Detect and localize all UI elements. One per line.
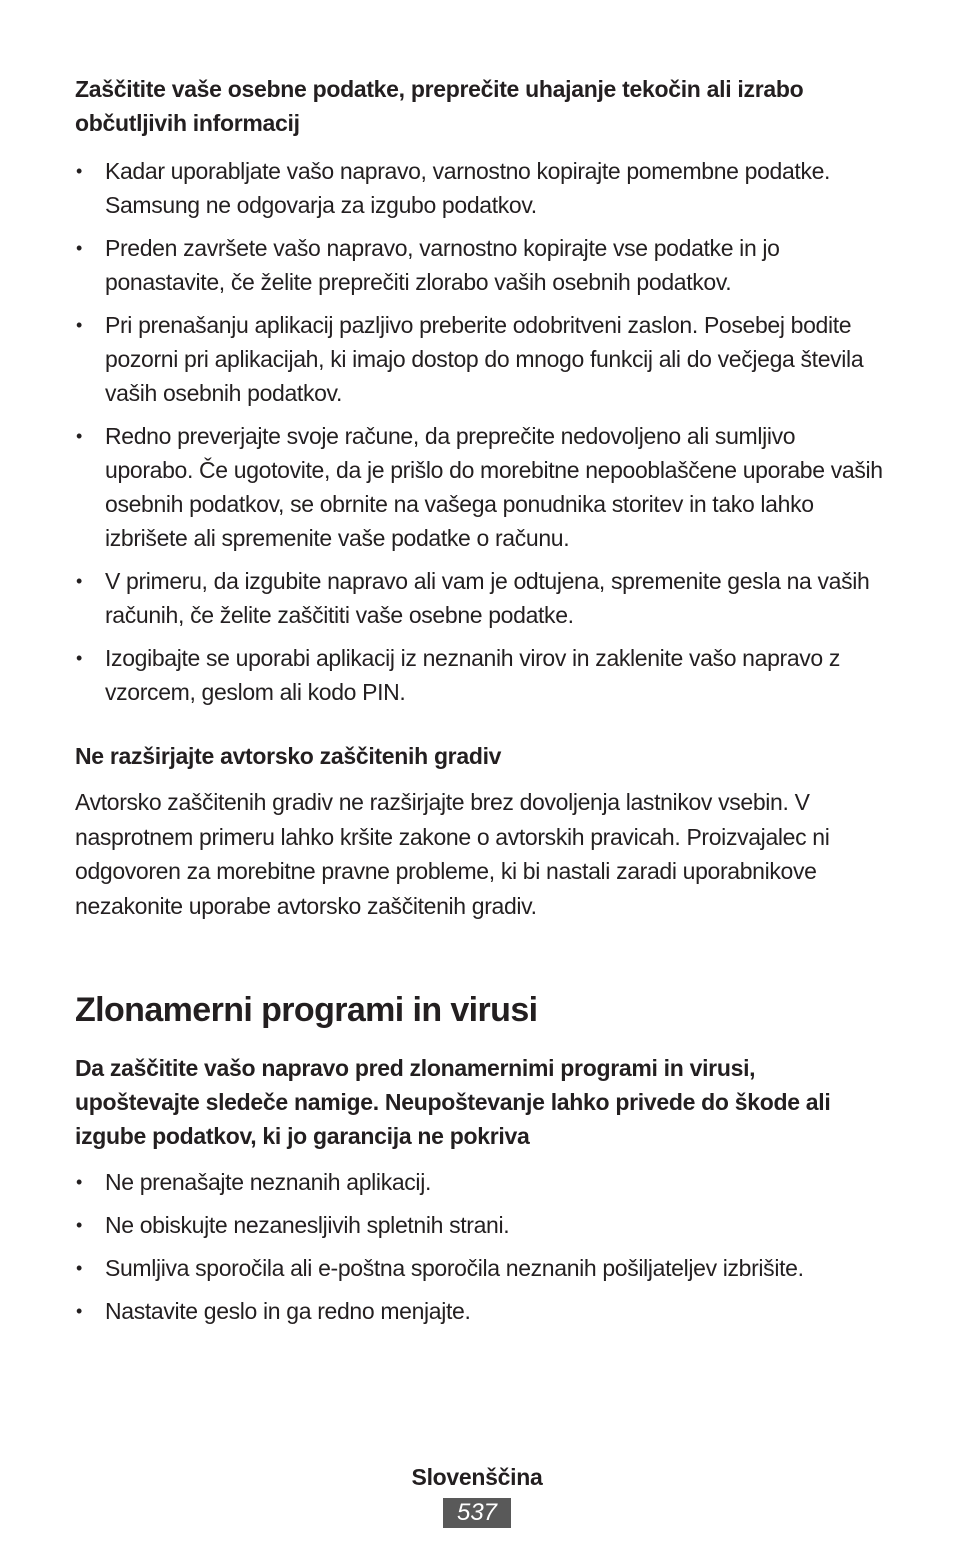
page-title-malware: Zlonamerni programi in virusi bbox=[75, 991, 538, 1029]
language-label: Slovenščina bbox=[411, 1464, 543, 1490]
page-footer bbox=[0, 1462, 954, 1528]
list-item-text: Pri prenašanju aplikacij pazljivo preberite odobritveni zaslon. Posebej bodite pozorni pri aplikacijah, ki imajo dostop do mnogo funkcij ali do večjega števila vaših osebnih podatkov. bbox=[105, 312, 864, 406]
privacy-bullet-list bbox=[75, 154, 883, 709]
page-number-badge: 537 bbox=[443, 1498, 511, 1528]
bullet-icon: • bbox=[76, 238, 82, 258]
list-item-text: Ne obiskujte nezanesljivih spletnih strani. bbox=[105, 1212, 510, 1238]
list-item-text: Nastavite geslo in ga redno menjajte. bbox=[105, 1298, 471, 1324]
bullet-icon: • bbox=[76, 1301, 82, 1321]
bullet-icon: • bbox=[76, 1258, 82, 1278]
list-item bbox=[75, 1251, 883, 1285]
document-page bbox=[75, 72, 883, 1328]
list-item bbox=[75, 1208, 883, 1242]
list-item bbox=[75, 231, 883, 299]
malware-bullet-list bbox=[75, 1165, 883, 1328]
bullet-icon: • bbox=[76, 426, 82, 446]
list-item-text: Izogibajte se uporabi aplikacij iz neznanih virov in zaklenite vašo napravo z vzorcem, geslom ali kodo PIN. bbox=[105, 645, 841, 705]
list-item-text: Sumljiva sporočila ali e-poštna sporočila neznanih pošiljateljev izbrišite. bbox=[105, 1255, 804, 1281]
bullet-icon: • bbox=[76, 1172, 82, 1192]
list-item bbox=[75, 1294, 883, 1328]
list-item bbox=[75, 564, 883, 632]
list-item-text: Ne prenašajte neznanih aplikacij. bbox=[105, 1169, 431, 1195]
list-item-text: Redno preverjajte svoje račune, da preprečite nedovoljeno ali sumljivo uporabo. Če ugotovite, da je prišlo do morebitne nepooblaščene uporabe vaših osebnih podatkov, se obrnite na vašega ponudnika storitev in tako lahko izbrišete ali spremenite vaše podatke o računu. bbox=[105, 423, 883, 551]
list-item bbox=[75, 154, 883, 222]
list-item-text: Preden završete vašo napravo, varnostno kopirajte vse podatke in jo ponastavite, če želite preprečiti zlorabo vaših osebnih podatkov. bbox=[105, 235, 780, 295]
bullet-icon: • bbox=[76, 315, 82, 335]
list-item bbox=[75, 308, 883, 410]
list-item bbox=[75, 419, 883, 555]
section-heading-malware: Da zaščitite vašo napravo pred zlonamernimi programi in virusi, upoštevajte sledeče namige. Neupoštevanje lahko privede do škode ali izgube podatkov, ki jo garancija ne pokriva bbox=[75, 1055, 831, 1149]
list-item bbox=[75, 1165, 883, 1199]
bullet-icon: • bbox=[76, 571, 82, 591]
list-item-text: V primeru, da izgubite napravo ali vam je odtujena, spremenite gesla na vaših računih, če želite zaščititi vaše osebne podatke. bbox=[105, 568, 870, 628]
bullet-icon: • bbox=[76, 161, 82, 181]
copyright-paragraph: Avtorsko zaščitenih gradiv ne razširjajte brez dovoljenja lastnikov vsebin. V nasprotnem primeru lahko kršite zakone o avtorskih pravicah. Proizvajalec ni odgovoren za morebitne pravne probleme, ki bi nastali zaradi uporabnikove nezakonite uporabe avtorsko zaščitenih gradiv. bbox=[75, 789, 830, 919]
bullet-icon: • bbox=[76, 648, 82, 668]
list-item bbox=[75, 641, 883, 709]
section-heading-copyright: Ne razširjajte avtorsko zaščitenih gradiv bbox=[75, 743, 502, 769]
bullet-icon: • bbox=[76, 1215, 82, 1235]
section-heading-privacy: Zaščitite vaše osebne podatke, preprečite uhajanje tekočin ali izrabo občutljivih informacij bbox=[75, 76, 804, 136]
list-item-text: Kadar uporabljate vašo napravo, varnostno kopirajte pomembne podatke. Samsung ne odgovarja za izgubo podatkov. bbox=[105, 158, 831, 218]
